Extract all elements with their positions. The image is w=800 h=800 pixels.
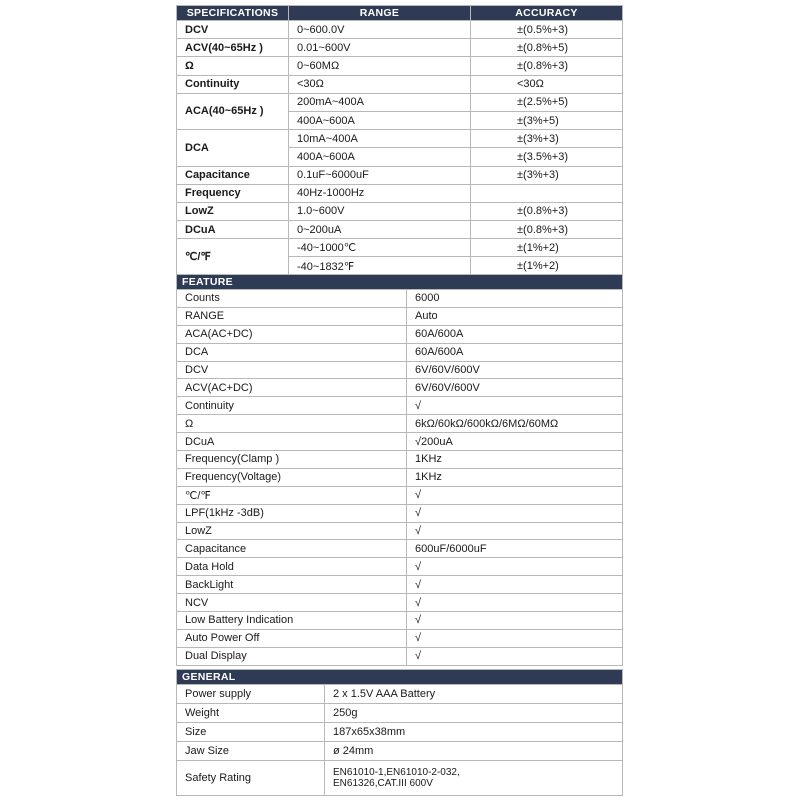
general-value: 250g xyxy=(325,704,623,723)
feature-value: 6kΩ/60kΩ/600kΩ/6MΩ/60MΩ xyxy=(407,415,623,433)
spec-range: -40~1832℉ xyxy=(289,257,471,275)
feature-value: √ xyxy=(407,486,623,504)
spec-row xyxy=(177,202,623,220)
spec-range: 10mA~400A xyxy=(289,130,471,148)
feature-value: √ xyxy=(407,647,623,665)
feature-label: LowZ xyxy=(177,522,407,540)
feature-value: √ xyxy=(407,612,623,630)
feature-row xyxy=(177,629,623,647)
spec-accuracy: ±(0.8%+3) xyxy=(471,202,623,220)
feature-label: ACV(AC+DC) xyxy=(177,379,407,397)
feature-row xyxy=(177,647,623,665)
general-value: ø 24mm xyxy=(325,742,623,761)
spec-accuracy: ±(3%+5) xyxy=(471,111,623,129)
spec-range: 0.1uF~6000uF xyxy=(289,166,471,184)
feature-label: Dual Display xyxy=(177,647,407,665)
feature-label: ℃/℉ xyxy=(177,486,407,504)
feature-value: √ xyxy=(407,397,623,415)
spec-label: LowZ xyxy=(177,202,289,220)
feature-row xyxy=(177,486,623,504)
spec-row xyxy=(177,239,623,257)
feature-label: Data Hold xyxy=(177,558,407,576)
spec-range: 0.01~600V xyxy=(289,39,471,57)
feature-label: Frequency(Clamp ) xyxy=(177,451,407,469)
feature-value: √200uA xyxy=(407,433,623,451)
feature-label: Low Battery Indication xyxy=(177,612,407,630)
general-label: Jaw Size xyxy=(177,742,325,761)
general-row xyxy=(177,761,623,796)
spec-row xyxy=(177,75,623,93)
feature-row xyxy=(177,290,623,308)
spec-accuracy: ±(3%+3) xyxy=(471,166,623,184)
feature-value: 1KHz xyxy=(407,468,623,486)
feature-row xyxy=(177,540,623,558)
spec-accuracy: ±(1%+2) xyxy=(471,257,623,275)
feature-row xyxy=(177,451,623,469)
feature-label: Frequency(Voltage) xyxy=(177,468,407,486)
spec-label: DCV xyxy=(177,21,289,39)
general-value: 2 x 1.5V AAA Battery xyxy=(325,685,623,704)
feature-row xyxy=(177,433,623,451)
spec-accuracy xyxy=(471,184,623,202)
specifications-header: SPECIFICATIONS xyxy=(177,6,289,21)
feature-label: Counts xyxy=(177,290,407,308)
general-label: Size xyxy=(177,723,325,742)
feature-label: DCA xyxy=(177,343,407,361)
feature-row xyxy=(177,361,623,379)
feature-row xyxy=(177,379,623,397)
spec-row xyxy=(177,21,623,39)
spec-accuracy: ±(2.5%+5) xyxy=(471,93,623,111)
spec-accuracy: ±(1%+2) xyxy=(471,239,623,257)
spec-range: <30Ω xyxy=(289,75,471,93)
feature-value: 60A/600A xyxy=(407,325,623,343)
feature-value: 6000 xyxy=(407,290,623,308)
general-row xyxy=(177,742,623,761)
spec-range: 400A~600A xyxy=(289,148,471,166)
feature-label: DCV xyxy=(177,361,407,379)
spec-row xyxy=(177,166,623,184)
spec-label: ACV(40~65Hz ) xyxy=(177,39,289,57)
feature-row xyxy=(177,612,623,630)
spec-row xyxy=(177,184,623,202)
feature-value: Auto xyxy=(407,307,623,325)
feature-label: DCuA xyxy=(177,433,407,451)
spec-row xyxy=(177,39,623,57)
feature-label: Auto Power Off xyxy=(177,629,407,647)
accuracy-header: ACCURACY xyxy=(471,6,623,21)
general-value xyxy=(325,761,623,796)
spec-label: Frequency xyxy=(177,184,289,202)
feature-row xyxy=(177,343,623,361)
spec-range: 400A~600A xyxy=(289,111,471,129)
spec-range: 1.0~600V xyxy=(289,202,471,220)
spec-row xyxy=(177,93,623,111)
spec-label: Continuity xyxy=(177,75,289,93)
spec-accuracy: ±(0.5%+3) xyxy=(471,21,623,39)
spec-accuracy: ±(0.8%+5) xyxy=(471,39,623,57)
spec-label: Ω xyxy=(177,57,289,75)
spec-range: 200mA~400A xyxy=(289,93,471,111)
feature-value: 1KHz xyxy=(407,451,623,469)
spec-accuracy: <30Ω xyxy=(471,75,623,93)
feature-value: √ xyxy=(407,629,623,647)
range-header: RANGE xyxy=(289,6,471,21)
feature-row xyxy=(177,504,623,522)
spec-row xyxy=(177,57,623,75)
feature-label: Ω xyxy=(177,415,407,433)
general-value: 187x65x38mm xyxy=(325,723,623,742)
spec-row xyxy=(177,221,623,239)
spec-label: Capacitance xyxy=(177,166,289,184)
feature-row xyxy=(177,325,623,343)
feature-row xyxy=(177,468,623,486)
feature-row xyxy=(177,522,623,540)
spec-range: -40~1000℃ xyxy=(289,239,471,257)
feature-row xyxy=(177,307,623,325)
feature-value: √ xyxy=(407,522,623,540)
feature-label: ACA(AC+DC) xyxy=(177,325,407,343)
spec-accuracy: ±(0.8%+3) xyxy=(471,57,623,75)
feature-value: √ xyxy=(407,576,623,594)
feature-value: 6V/60V/600V xyxy=(407,361,623,379)
spec-row xyxy=(177,130,623,148)
feature-row xyxy=(177,558,623,576)
general-value-line: EN61010-1,EN61010-2-032, xyxy=(333,767,460,778)
feature-value: √ xyxy=(407,504,623,522)
feature-label: LPF(1kHz -3dB) xyxy=(177,504,407,522)
feature-value: 60A/600A xyxy=(407,343,623,361)
spec-range: 0~200uA xyxy=(289,221,471,239)
spec-accuracy: ±(0.8%+3) xyxy=(471,221,623,239)
feature-label: Capacitance xyxy=(177,540,407,558)
feature-value: 6V/60V/600V xyxy=(407,379,623,397)
feature-row xyxy=(177,415,623,433)
spec-accuracy: ±(3%+3) xyxy=(471,130,623,148)
spec-label: DCuA xyxy=(177,221,289,239)
feature-row xyxy=(177,576,623,594)
spec-range: 40Hz-1000Hz xyxy=(289,184,471,202)
general-row xyxy=(177,685,623,704)
spec-range: 0~600.0V xyxy=(289,21,471,39)
spec-accuracy: ±(3.5%+3) xyxy=(471,148,623,166)
feature-value: √ xyxy=(407,558,623,576)
feature-row xyxy=(177,397,623,415)
general-label: Weight xyxy=(177,704,325,723)
spec-label: ℃/℉ xyxy=(177,239,289,275)
feature-label: Continuity xyxy=(177,397,407,415)
general-row xyxy=(177,704,623,723)
specifications-table xyxy=(176,5,623,276)
feature-value: √ xyxy=(407,594,623,612)
general-row xyxy=(177,723,623,742)
feature-table xyxy=(176,274,623,666)
feature-label: RANGE xyxy=(177,307,407,325)
spec-label: ACA(40~65Hz ) xyxy=(177,93,289,129)
general-label: Safety Rating xyxy=(177,761,325,796)
general-value-line: EN61326,CAT.III 600V xyxy=(333,778,433,789)
feature-label: NCV xyxy=(177,594,407,612)
general-header: GENERAL xyxy=(177,670,623,685)
feature-value: 600uF/6000uF xyxy=(407,540,623,558)
spec-label: DCA xyxy=(177,130,289,166)
general-table xyxy=(176,669,623,796)
feature-header: FEATURE xyxy=(177,275,623,290)
general-label: Power supply xyxy=(177,685,325,704)
spec-range: 0~60MΩ xyxy=(289,57,471,75)
feature-row xyxy=(177,594,623,612)
feature-label: BackLight xyxy=(177,576,407,594)
